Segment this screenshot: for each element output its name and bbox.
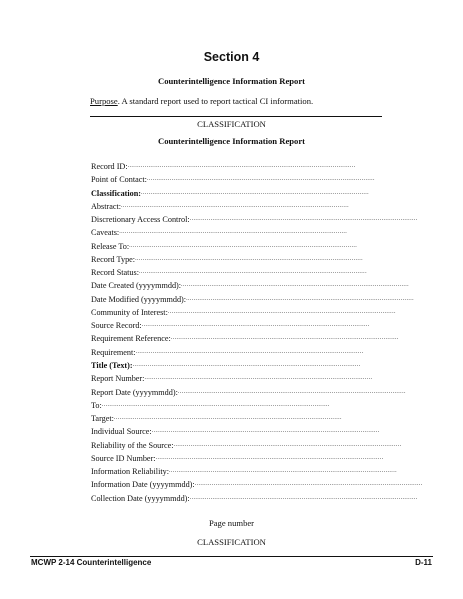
form-field-row (91, 492, 418, 505)
form-field-row (91, 386, 406, 399)
form-field-row (91, 332, 399, 345)
form-field-row (91, 465, 397, 478)
form-field-label: Requirement: (91, 347, 136, 357)
section-title: Section 4 (203, 50, 260, 64)
form-field-label: Report Number: (91, 374, 145, 384)
horizontal-rule (90, 116, 382, 117)
form-field-row (91, 359, 361, 372)
dotted-leader: ........................................................................................................................ (169, 468, 397, 475)
form-field-label: Source Record: (91, 321, 142, 331)
form-field-label: Date Modified (yyyymmdd): (91, 294, 187, 304)
form-field-label: Record Type: (91, 254, 136, 264)
form-field-label: Abstract: (91, 201, 122, 211)
dotted-leader: ........................................................................................................................ (119, 229, 348, 236)
form-field-row (91, 346, 364, 359)
form-field-row (91, 226, 348, 239)
dotted-leader: ........................................................................................................................ (167, 308, 396, 315)
dotted-leader: ........................................................................................................................ (146, 176, 375, 183)
purpose-paragraph (90, 96, 313, 106)
form-field-row (91, 439, 402, 452)
dotted-leader: ........................................................................................................................ (144, 375, 373, 382)
form-field-label: Discretionary Access Control: (91, 215, 190, 225)
dotted-leader: ........................................................................................................................ (101, 401, 330, 408)
form-field-row (91, 412, 342, 425)
dotted-leader: ........................................................................................................................ (138, 269, 367, 276)
form-field-row (91, 425, 380, 438)
dotted-leader: ........................................................................................................................ (151, 428, 380, 435)
form-field-row (91, 478, 423, 491)
form-field-label: Title (Text): (91, 360, 133, 370)
form-field-label: Date Created (yyyymmdd): (91, 281, 182, 291)
form-field-label: Caveats: (91, 228, 120, 238)
form-field-label: Information Reliability: (91, 467, 169, 477)
purpose-text: . A standard report used to report tactical CI information. (117, 96, 314, 106)
dotted-leader: ........................................................................................................................ (127, 163, 356, 169)
dotted-leader: ........................................................................................................................ (141, 322, 370, 329)
form-field-label: Point of Contact: (91, 175, 147, 185)
form-field-row (91, 240, 358, 253)
dotted-leader: ........................................................................................................................ (189, 216, 418, 223)
form-field-row (91, 293, 415, 306)
report-field-list (91, 160, 423, 505)
form-field-row (91, 253, 364, 266)
form-field-row (91, 266, 367, 279)
dotted-leader: ........................................................................................................................ (186, 295, 415, 302)
form-field-label: Requirement Reference: (91, 334, 171, 344)
page-number-label: Page number (208, 518, 255, 528)
form-field-row (91, 319, 370, 332)
form-field-label: Collection Date (yyyymmdd): (91, 493, 190, 503)
dotted-leader: ........................................................................................................................ (194, 481, 423, 488)
form-field-row (91, 279, 410, 292)
dotted-leader: ........................................................................................................................ (132, 361, 361, 368)
form-field-label: Source ID Number: (91, 453, 156, 463)
dotted-leader: ........................................................................................................................ (173, 441, 402, 448)
purpose-label: Purpose (90, 96, 118, 106)
form-field-label: Record ID: (91, 162, 128, 171)
form-field-label: Community of Interest: (91, 307, 168, 317)
form-field-row (91, 306, 396, 319)
footer-rule (30, 556, 433, 557)
dotted-leader: ........................................................................................................................ (177, 388, 406, 395)
dotted-leader: ........................................................................................................................ (189, 494, 418, 501)
form-field-row (91, 187, 370, 200)
dotted-leader: ........................................................................................................................ (135, 348, 364, 355)
form-field-label: To: (91, 400, 102, 410)
dotted-leader: ........................................................................................................................ (170, 335, 399, 342)
dotted-leader: ........................................................................................................................ (129, 242, 358, 249)
dotted-leader: ........................................................................................................................ (141, 189, 370, 196)
dotted-leader: ........................................................................................................................ (113, 415, 342, 422)
form-field-row (91, 399, 330, 412)
form-field-label: Information Date (yyyymmdd): (91, 480, 195, 490)
form-field-label: Classification: (91, 188, 142, 198)
form-title: Counterintelligence Information Report (157, 136, 306, 146)
dotted-leader: ........................................................................................................................ (135, 255, 364, 262)
classification-footer: CLASSIFICATION (197, 537, 266, 547)
form-field-label: Release To: (91, 241, 130, 251)
form-field-row (91, 200, 350, 213)
form-field-label: Record Status: (91, 268, 139, 278)
footer-publication: MCWP 2-14 Counterintelligence (31, 558, 152, 567)
form-field-label: Reliability of the Source: (91, 440, 174, 450)
footer-page-id: D-11 (415, 558, 432, 567)
report-heading: Counterintelligence Information Report (157, 76, 306, 86)
form-field-label: Report Date (yyyymmdd): (91, 387, 178, 397)
form-field-row (91, 452, 384, 465)
form-field-row (91, 160, 356, 173)
form-field-row (91, 372, 373, 385)
dotted-leader: ........................................................................................................................ (155, 454, 384, 461)
form-field-label: Target: (91, 414, 114, 424)
dotted-leader: ........................................................................................................................ (121, 202, 350, 209)
classification-header: CLASSIFICATION (197, 119, 266, 129)
form-field-label: Individual Source: (91, 427, 152, 437)
dotted-leader: ........................................................................................................................ (181, 282, 410, 289)
form-field-row (91, 173, 375, 186)
form-field-row (91, 213, 418, 226)
